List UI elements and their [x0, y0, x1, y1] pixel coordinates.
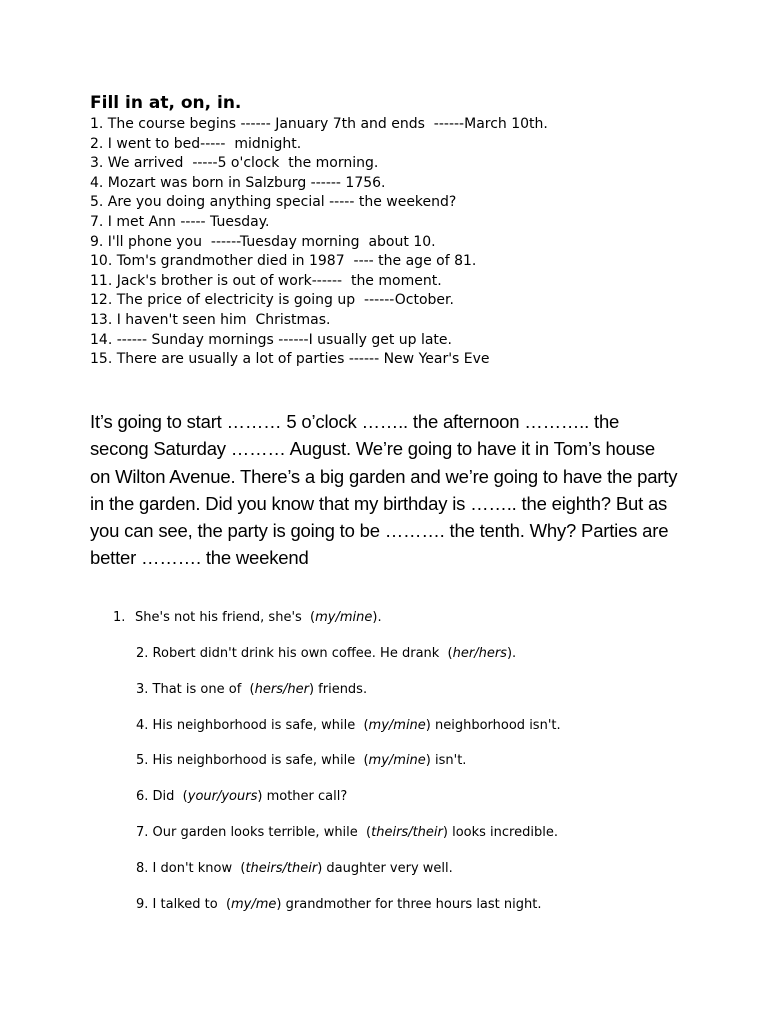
- pronoun-options: theirs/their: [245, 860, 318, 876]
- item-text: 4. His neighborhood is safe, while (: [136, 717, 369, 733]
- exercise-item: 7. I met Ann ----- Tuesday.: [90, 213, 270, 230]
- party-paragraph: It’s going to start ……… 5 o’clock …….. the afternoon ……….. the secong Saturday ……… August. We’re going to have it in Tom’s house on Wilton Avenue. There’s a big garden and we’re going to have the party in the garden. Did you know that my birthday is …….. the eighth? But as you can see, the party is going to be ………. the tenth. Why? Parties are better ………. the weekend: [90, 411, 678, 569]
- pronoun-options: my/me: [231, 896, 277, 912]
- item-text: ) daughter very well.: [317, 860, 453, 876]
- pronoun-options: hers/her: [254, 681, 309, 697]
- item-text: 3. That is one of (: [136, 681, 255, 697]
- exercise-item: 10. Tom's grandmother died in 1987 ---- the age of 81.: [90, 253, 477, 270]
- item-text: ).: [506, 646, 517, 661]
- pronoun-item: [136, 681, 561, 717]
- exercise-item: 3. We arrived -----5 o'clock the morning.: [90, 155, 379, 172]
- exercise-item: 12. The price of electricity is going up ------October.: [90, 292, 454, 309]
- item-text: ) neighborhood isn't.: [425, 717, 561, 733]
- item-text: 2. Robert didn't drink his own coffee. He drank (: [136, 646, 453, 661]
- list-number: 1.: [113, 610, 126, 625]
- pronoun-item: [136, 896, 561, 932]
- item-text: 7. Our garden looks terrible, while (: [136, 824, 372, 840]
- worksheet-heading: Fill in at, on, in.: [90, 93, 242, 113]
- item-text: 5. His neighborhood is safe, while (: [136, 753, 369, 769]
- exercise-item: 14. ------ Sunday mornings ------I usually get up late.: [90, 331, 452, 348]
- item-text: 9. I talked to (: [136, 896, 232, 912]
- exercise-item: 4. Mozart was born in Salzburg ------ 1756.: [90, 174, 386, 191]
- item-text: 8. I don't know (: [136, 860, 246, 876]
- exercise-item: 1. The course begins ------ January 7th and ends ------March 10th.: [90, 116, 548, 132]
- item-text: ) mother call?: [257, 789, 348, 805]
- exercise-item: 13. I haven't seen him Christmas.: [90, 311, 331, 328]
- pronoun-item: [136, 824, 561, 860]
- exercise-item: 15. There are usually a lot of parties ------ New Year's Eve: [90, 351, 490, 368]
- pronoun-options: my/mine: [368, 753, 426, 769]
- item-text: ) friends.: [308, 681, 368, 697]
- pronoun-item: [136, 717, 561, 753]
- pronoun-item-first: [113, 609, 382, 627]
- item-text: ) grandmother for three hours last night.: [276, 896, 542, 912]
- pronoun-item: [136, 752, 561, 788]
- pronoun-options: my/mine: [315, 610, 373, 625]
- pronoun-options: my/mine: [368, 717, 426, 733]
- pronoun-exercise-list: [136, 645, 561, 931]
- pronoun-options: her/hers: [452, 646, 507, 661]
- item-text: ).: [372, 610, 382, 625]
- exercise-item: 11. Jack's brother is out of work------ the moment.: [90, 272, 442, 289]
- item-text: ) looks incredible.: [442, 824, 558, 840]
- pronoun-item: [136, 645, 561, 681]
- pronoun-options: your/yours: [187, 789, 258, 805]
- pronoun-options: theirs/their: [371, 824, 443, 840]
- exercise-item: 2. I went to bed----- midnight.: [90, 135, 302, 152]
- item-text: 6. Did (: [136, 789, 188, 805]
- item-text: She's not his friend, she's (: [135, 610, 316, 625]
- item-text: ) isn't.: [425, 753, 467, 769]
- exercise-item: 5. Are you doing anything special ----- the weekend?: [90, 194, 457, 211]
- pronoun-item: [136, 860, 561, 896]
- exercise-prepositions-list: [90, 115, 548, 370]
- pronoun-item: [136, 788, 561, 824]
- exercise-item: 9. I'll phone you ------Tuesday morning about 10.: [90, 233, 436, 250]
